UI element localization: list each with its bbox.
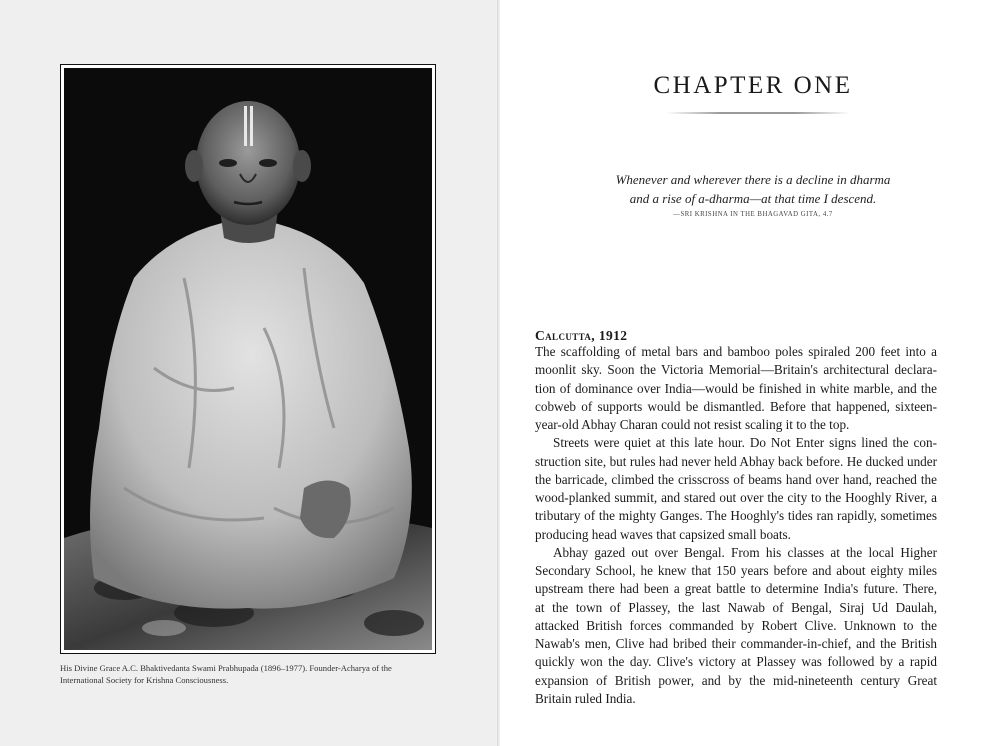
body-line: Streets were quiet at this late hour. Do Not Enter signs lined the con- bbox=[553, 435, 937, 451]
body-line: tion of dominance over India—would be finished in white marble, and the bbox=[535, 380, 937, 396]
body-line: wood-planked summit, and stared out over the city to the Hooghly River, a bbox=[535, 490, 937, 505]
portrait-photo bbox=[64, 68, 432, 650]
epigraph-line: and a rise of a-dharma—at that time I descend. bbox=[629, 191, 877, 206]
chapter-title: CHAPTER ONE bbox=[653, 72, 853, 99]
body-line: Nawab's men, Clive had bribed their commander-in-chief, and the British bbox=[535, 636, 937, 651]
portrait-photo-image bbox=[64, 68, 432, 650]
chapter-body-text bbox=[535, 343, 937, 708]
section-heading: Calcutta, 1912 bbox=[535, 328, 628, 343]
body-line: expansion of British power, and by the mid-nineteenth century Great bbox=[535, 672, 937, 688]
body-line: cobweb of supports would be dismantled. Before that happened, sixteen- bbox=[535, 398, 937, 414]
body-line: Abhay gazed out over Bengal. From his classes at the local Higher bbox=[553, 544, 937, 560]
title-divider bbox=[666, 112, 850, 114]
portrait-photo-frame bbox=[60, 64, 436, 654]
epigraph-attribution: —SRI KRISHNA IN THE BHAGAVAD GITA, 4.7 bbox=[673, 211, 833, 218]
body-line: producing head waves that capsized small boats. bbox=[535, 526, 791, 542]
body-line: at the town of Plassey, the last Nawab of Bengal, Siraj Ud Daulah, bbox=[535, 599, 937, 615]
left-page bbox=[0, 0, 497, 746]
body-line: upstream there had been a great battle to determine India's future. There, bbox=[535, 581, 937, 597]
body-line: Secondary School, he knew that 150 years before and about eighty miles bbox=[535, 563, 937, 578]
body-line: year-old Abhay Charan could not resist scaling it to the top. bbox=[535, 417, 850, 432]
body-line: attacked British forces commanded by Robert Clive. Unknown to the bbox=[535, 617, 937, 633]
body-line: struction site, but rules had never held Abhay back before. He ducked under bbox=[535, 453, 937, 469]
body-line: The scaffolding of metal bars and bamboo poles spiraled 200 feet into a bbox=[535, 344, 937, 359]
photo-caption bbox=[60, 662, 440, 686]
body-line: Britain ruled India. bbox=[535, 690, 636, 706]
caption-line: International Society for Krishna Consciousness. bbox=[60, 675, 229, 685]
body-line: the barricade, climbed the crisscross of beams hand over hand, reached the bbox=[535, 471, 937, 487]
epigraph bbox=[500, 170, 996, 218]
body-line: tributary of the mighty Ganges. The Hooghly's tides ran rapidly, sometimes bbox=[535, 508, 937, 524]
body-line: quickly won the day. Clive's victory at Plassey was followed by a rapid bbox=[535, 654, 937, 670]
body-line: moonlit sky. Soon the Victoria Memorial—Britain's architectural declara- bbox=[535, 362, 937, 378]
epigraph-line: Whenever and wherever there is a decline in dharma bbox=[615, 172, 891, 187]
caption-line: His Divine Grace A.C. Bhaktivedanta Swami Prabhupada (1896–1977). Founder-Acharya of the bbox=[60, 663, 392, 673]
